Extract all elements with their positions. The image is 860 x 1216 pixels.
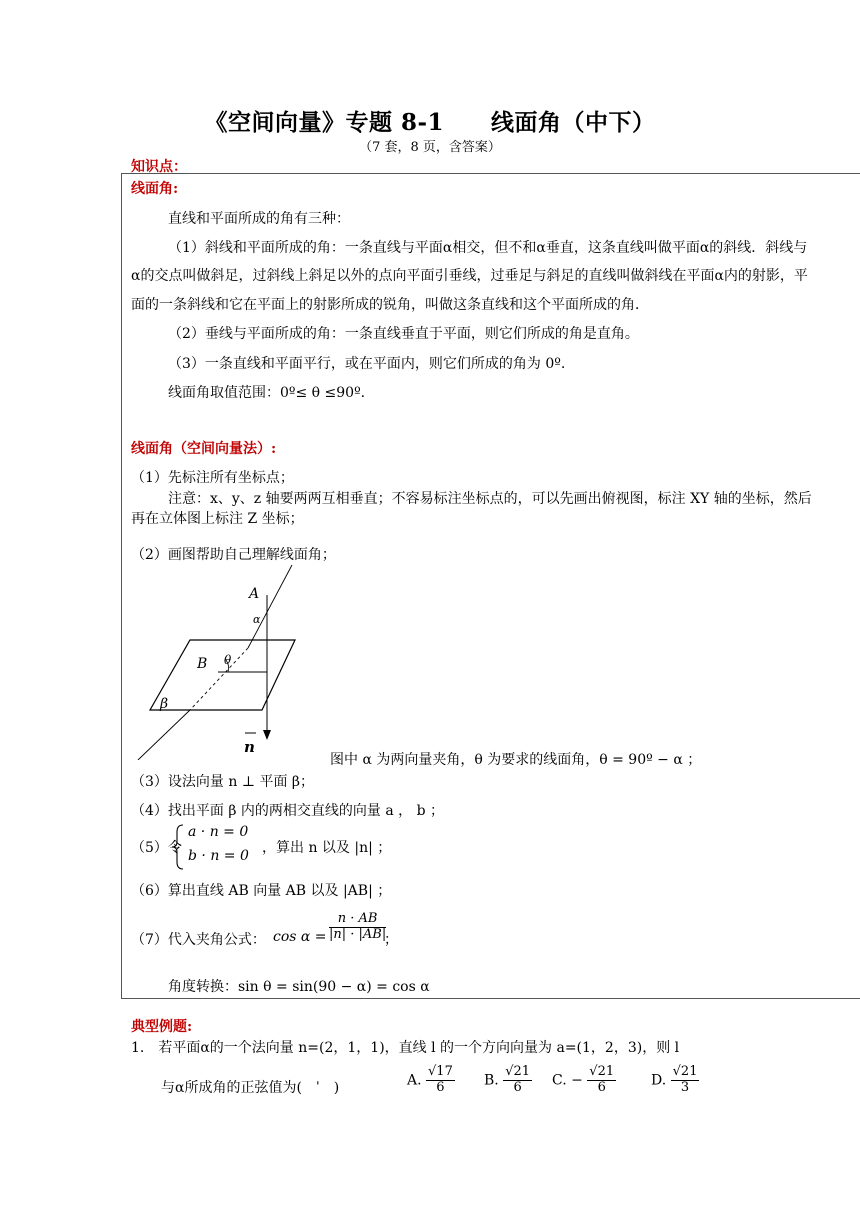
option-d-label: D.	[651, 1072, 667, 1089]
step7-suffix: ；	[384, 932, 398, 948]
option-c-label: C. −	[552, 1072, 583, 1089]
normal-vector-arrowhead	[263, 730, 271, 740]
option-a-fraction	[426, 1065, 455, 1096]
section1-intro: 直线和平面所成的角有三种：	[168, 211, 350, 227]
section2-heading: 线面角（空间向量法）:	[131, 441, 277, 457]
label-beta: β	[160, 696, 169, 712]
step1-note-line2: 再在立体图上标注 Z 坐标；	[131, 511, 304, 527]
system-brace	[171, 824, 185, 870]
option-d-denominator: 3	[680, 1079, 690, 1095]
option-b[interactable]	[484, 1065, 532, 1096]
label-b: B	[197, 656, 208, 672]
step7-prefix: （7）代入夹角公式：	[131, 932, 266, 948]
option-b-fraction	[503, 1065, 532, 1096]
step5-eq1: a · n = 0	[188, 824, 249, 840]
step5-prefix: （5）令	[131, 840, 182, 856]
figure-caption: 图中 α 为两向量夹角，θ 为要求的线面角，θ = 90º − α ；	[330, 752, 702, 768]
option-a-label: A.	[407, 1072, 422, 1089]
step1-note-line1: 注意：x、y、z 轴要两两互相垂直；不容易标注坐标点的，可以先画出俯视图，标注 XY 轴的坐标，然后	[168, 491, 812, 507]
step7-fraction	[329, 912, 386, 943]
range-text: 线面角取值范围：0º≤ θ ≤90º.	[168, 385, 366, 401]
option-a-numerator: √17	[428, 1064, 453, 1079]
step1: （1）先标注所有坐标点；	[131, 470, 294, 486]
option-d-fraction	[671, 1065, 700, 1096]
option-c-fraction	[587, 1065, 616, 1096]
step4: （4）找出平面 β 内的两相交直线的向量 a ， b ；	[131, 803, 445, 819]
option-b-denominator: 6	[513, 1079, 522, 1095]
step7-lhs: cos α =	[273, 929, 327, 945]
question1-line2: 与α所成角的正弦值为( ˈ )	[161, 1080, 340, 1096]
option-c[interactable]	[552, 1065, 616, 1096]
label-n: n	[244, 738, 255, 756]
option-d-numerator: √21	[672, 1064, 698, 1079]
oblique-line-upper	[248, 565, 292, 648]
item2: （2）垂线与平面所成的角：一条直线垂直于平面，则它们所成的角是直角。	[168, 326, 639, 342]
oblique-line-lower	[138, 710, 190, 760]
item1-line2: α的交点叫做斜足，过斜线上斜足以外的点向平面引垂线，过垂足与斜足的直线叫做斜线在平面α内的射影，平	[131, 268, 808, 284]
option-b-numerator: √21	[505, 1064, 531, 1079]
line-plane-angle-figure	[130, 560, 330, 760]
question1-line1: 1. 若平面α的一个法向量 n=(2，1，1)，直线 l 的一个方向向量为 a=(1，2，3)，则 l	[131, 1040, 680, 1056]
step5-suffix: ，算出 n 以及 |n| ；	[262, 840, 392, 856]
option-d[interactable]	[651, 1065, 699, 1096]
page-title: 《空间向量》专题 8-1 线面角（中下）	[204, 109, 656, 136]
item1-line1: （1）斜线和平面所成的角：一条直线与平面α相交，但不和α垂直，这条直线叫做平面α的斜线．斜线与	[168, 240, 808, 256]
step2: （2）画图帮助自己理解线面角；	[131, 547, 336, 563]
label-a: A	[249, 586, 260, 602]
option-c-numerator: √21	[589, 1064, 615, 1079]
item3: （3）一条直线和平面平行，或在平面内，则它们所成的角为 0º.	[168, 356, 566, 372]
option-a-denominator: 6	[436, 1079, 445, 1095]
step6: （6）算出直线 AB 向量 AB 以及 |AB| ；	[131, 883, 392, 899]
option-b-label: B.	[484, 1072, 499, 1089]
label-theta: θ	[224, 653, 232, 667]
step3: （3）设法向量 n ⊥ 平面 β；	[131, 774, 314, 790]
step7-denominator: |n| · |AB|	[329, 926, 387, 942]
option-a[interactable]	[407, 1065, 455, 1096]
option-c-denominator: 6	[597, 1079, 606, 1095]
knowledge-label: 知识点：	[131, 159, 187, 175]
examples-heading: 典型例题:	[131, 1019, 193, 1035]
step5-eq2: b · n = 0	[188, 848, 249, 864]
step7-numerator: n · AB	[329, 912, 386, 928]
angle-conversion: 角度转换：sin θ = sin(90 − α) = cos α	[168, 979, 430, 995]
label-alpha: α	[253, 613, 261, 626]
page-subtitle: （7 套，8 页，含答案）	[359, 140, 501, 155]
item1-line3: 面的一条斜线和它在平面上的射影所成的锐角，叫做这条直线和这个平面所成的角．	[131, 297, 649, 313]
section1-heading: 线面角:	[131, 181, 179, 197]
